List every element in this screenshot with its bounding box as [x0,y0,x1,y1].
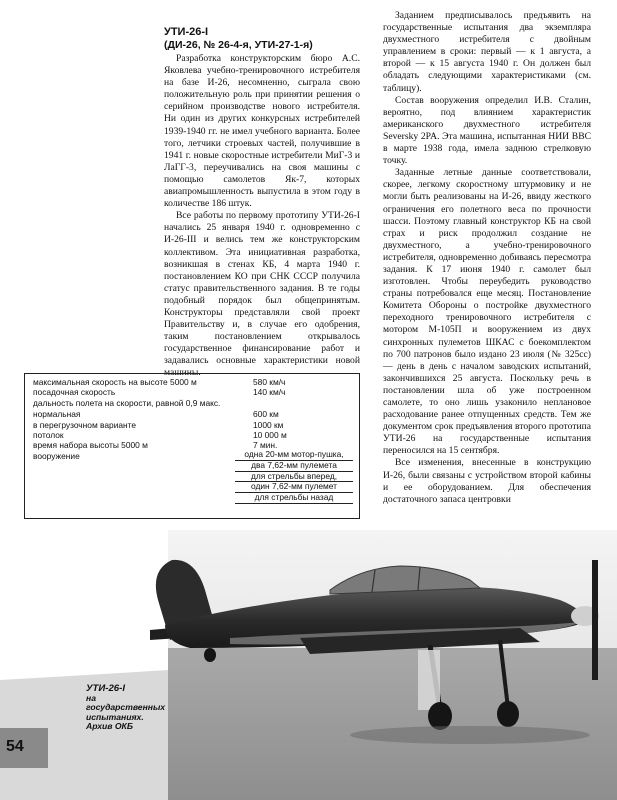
armament-list [235,450,353,504]
left-paragraph: Все работы по первому прототипу УТИ-26-I начались 25 января 1940 г. одновременно с И-26-III и велись тем же конструкторским коллективом. Эта инициативная разработка, возникшая в стенах КБ, 4 марта 1940 г. постановлением КО при СНК СССР получила статус правительственного задания. В те годы подобный порядок был общепринятым. Конструкторы представляли свой проект Правительству и, в случае его одобрения, таким постановлением открывалось государственное финансирование работ и задавались основные характеристики новой машины. [164,210,360,379]
spec-label: в перегрузочном варианте [33,420,137,430]
page-number: 54 [6,738,24,755]
spec-label: время набора высоты 5000 м [33,440,148,450]
main-wheel [497,701,519,727]
article-subtitle: (ДИ-26, № 26-4-я, УТИ-27-1-я) [164,39,313,51]
ground [168,648,617,800]
spec-value [220,398,353,408]
spec-label: нормальная [33,409,81,419]
left-paragraph: Разработка конструкторским бюро А.С. Яковлева учебно-тренировочного истребителя на базе И-26, несомненно, сыграла свою положительную роль при принятии решения о серийном производстве нового истребителя. Ни один из других конкурсных истребителей 1939-1940 гг. не имел учебного варианта. Более того, летчики строевых частей, получившие в 1941 г. новые скоростные истребители МиГ-3 и ЛаГГ-3, переучивались на своя машины с помощью самолетов Як-7, которых авиапромышленность выпустила в этом году в количестве 186 штук. [164,53,360,210]
propeller [592,560,598,680]
armament-line: одна 20-мм мотор-пушка, [235,450,353,461]
caption-text: на государственных испытаниях. Архив ОКБ [86,692,166,732]
spec-row [33,377,353,387]
left-column [164,26,360,380]
armament-line: для стрельбы назад [235,493,353,504]
spec-label: максимальная скорость на высоте 5000 м [33,377,197,387]
right-paragraph: Все изменения, внесенные в конструкцию И-26, были связаны с устройством второй кабины и ее оборудованием. Для обеспечения достаточного запаса центровки [383,457,591,505]
spec-label: дальность полета на скорости, равной 0,9 макс. [33,398,221,408]
armament-line: один 7,62-мм пулемет [235,482,353,493]
right-paragraph: Заданные летные данные соответствовали, скорее, легкому скоростному штурмовику и не могли быть реализованы на И-26, ввиду жесткого ограничения его полетного веса по прочности шасси. Поэтому главный конструктор КБ на свой страх и риск продолжил создание не двухместного, а учебно-тренировочного истребителя, одновременно добиваясь пересмотра задания. К 17 июня 1940 г. самолет был изготовлен. Чтобы переубедить руководство страны потребовался еще месяц. Постановление Комитета Обороны о постройке двухместного переходного тренировочного истребителя с мотором М-105П и вооружением из двух синхронных пулеметов ШКАС с боекомплектом по 700 патронов было издано 23 июля (№ 325сс) — день в день с началом заводских испытаний, закончившихся 25 августа. Поскольку речь в постановлении шла об уже построенном самолете, то оно лишь узаконило неплановое расходование ранее отпущенных средств. Тем же документом срок предъявления второго прототипа УТИ-26 на государственные испытания переносился на 15 сентября. [383,167,591,457]
spec-value: 140 км/ч [253,387,286,397]
spec-row [33,398,353,408]
armament-line: два 7,62-мм пулемета [235,461,353,472]
spec-row [33,409,353,419]
spec-row [33,387,353,397]
right-paragraph: Состав вооружения определил И.В. Сталин, вероятно, под влиянием характеристик американского двухместного истребителя Seversky 2PA. Эта машина, испытанная НИИ ВВС в марте 1938 года, имела заднюю стрелковую точку. [383,94,591,167]
photo-caption [86,684,168,732]
specifications-table [24,373,360,519]
right-column [383,10,591,506]
armament-line: для стрельбы вперед, [235,472,353,483]
spec-label: потолок [33,430,64,440]
spec-value: 600 км [253,409,279,419]
spec-label: вооружение [33,451,80,461]
spec-value: 1000 км [253,420,284,430]
spec-value: 7 мин. [253,440,278,450]
spec-label: посадочная скорость [33,387,116,397]
main-wheel [428,702,452,730]
caption-title: УТИ-26-I [86,683,125,694]
spec-value: 580 км/ч [253,377,286,387]
tail-wheel [204,648,216,662]
right-paragraph: Заданием предписывалось предъявить на государственные испытания два экземпляра двухместного истребителя с двойным управлением в сроки: первый — к 1 августа, а второй — к 15 августа 1940 г. Он должен был обладать следующими характеристиками (см. таблицу). [383,10,591,94]
spec-row [33,430,353,440]
article-title: УТИ-26-I [164,26,209,38]
gear-door [418,650,440,710]
spec-value: 10 000 м [253,430,287,440]
spec-row [33,420,353,430]
aircraft-photo [0,530,617,800]
